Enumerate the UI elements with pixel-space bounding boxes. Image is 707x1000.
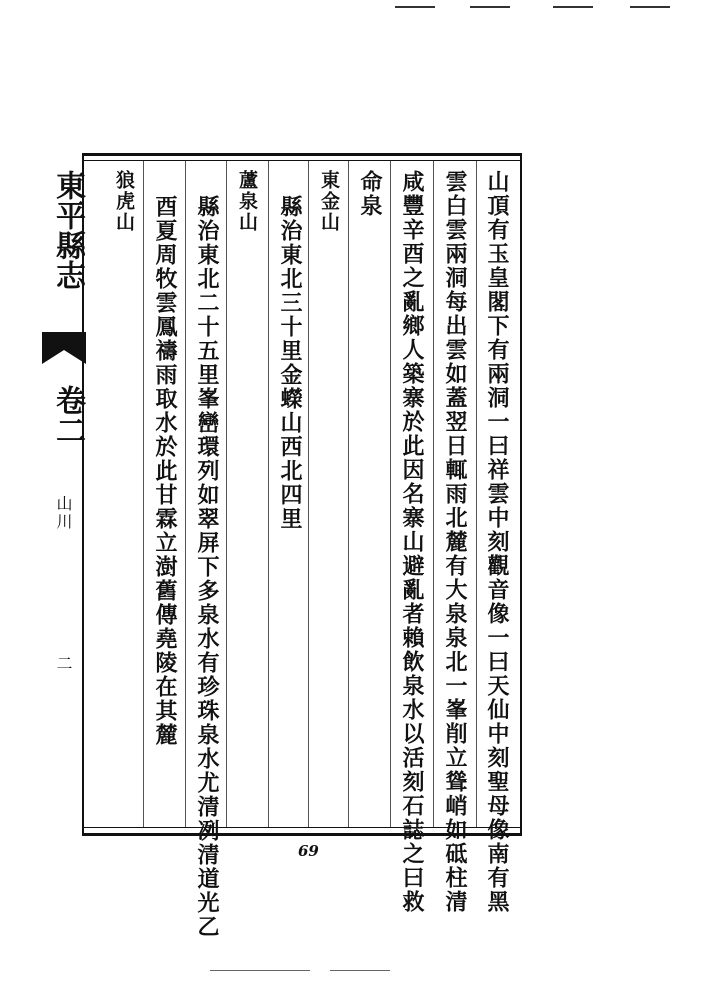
scan-mark: [470, 6, 510, 8]
fishtail-mark: [40, 330, 88, 375]
section-label: 山川: [54, 495, 73, 531]
page-number: 69: [298, 842, 319, 860]
column-divider: [268, 161, 269, 827]
scan-mark: [630, 6, 670, 8]
column-divider: [185, 161, 186, 827]
column-divider: [143, 161, 144, 827]
text-column-2: 雲白雲兩洞每出雲如蓋翌日輒雨北麓有大泉泉北一峯削立聳峭如砥柱清: [442, 170, 468, 914]
text-column-9: 酉夏周牧雲鳳禱雨取水於此甘霖立澍舊傳堯陵在其麓: [152, 195, 178, 747]
text-column-8: 縣治東北二十五里峯巒環列如翠屏下多泉水有珍珠泉水尤清冽清道光乙: [194, 195, 220, 939]
top-border-thick: [82, 153, 522, 156]
scan-mark: [330, 970, 390, 971]
heading-dongjin-mountain: 東金山: [318, 170, 340, 233]
top-border-thin: [82, 160, 522, 161]
column-divider: [308, 161, 309, 827]
text-column-3: 咸豐辛酉之亂鄉人築寨於此因名寨山避亂者賴飲泉水以活刻石誌之曰救: [399, 170, 425, 914]
volume-label: 卷二: [50, 385, 85, 445]
scan-mark: [210, 970, 310, 971]
column-divider: [433, 161, 434, 827]
column-divider: [226, 161, 227, 827]
text-column-6: 縣治東北三十里金蠑山西北四里: [277, 195, 303, 531]
text-column-1: 山頂有玉皇閣下有兩洞一曰祥雲中刻觀音像一曰天仙中刻聖母像南有黑: [484, 170, 510, 914]
right-border: [520, 153, 522, 836]
heading-luquan-mountain: 蘆泉山: [236, 170, 258, 233]
scan-mark: [395, 6, 435, 8]
column-divider: [390, 161, 391, 827]
book-title: 東平縣志: [50, 170, 85, 290]
scan-mark: [553, 6, 593, 8]
column-divider: [476, 161, 477, 827]
leaf-number: 二: [54, 655, 73, 673]
column-divider: [348, 161, 349, 827]
heading-langhu-mountain: 狼虎山: [113, 170, 135, 233]
text-column-4: 命泉: [357, 170, 383, 218]
